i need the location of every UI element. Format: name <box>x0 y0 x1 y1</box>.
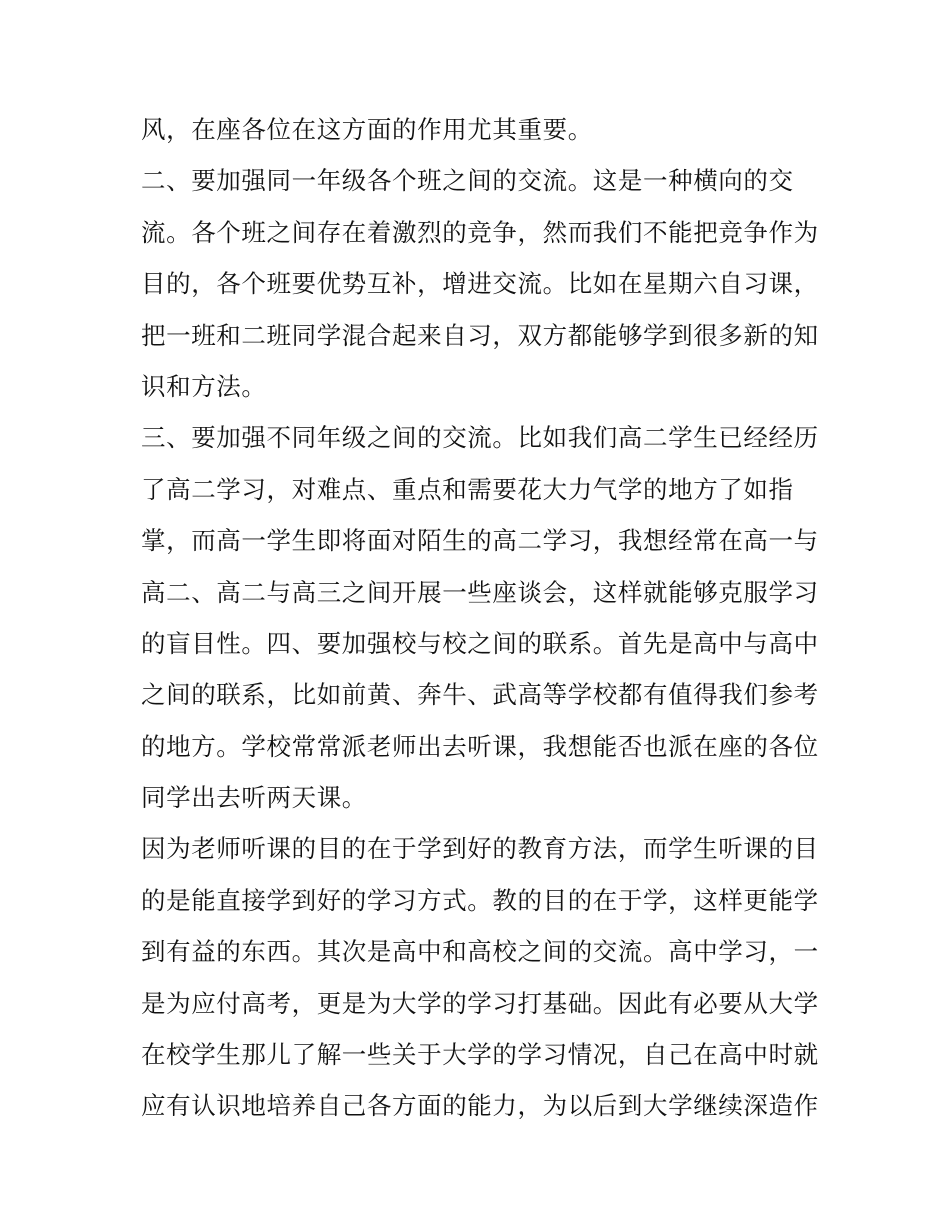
text-line: 因为老师听课的目的在于学到好的教育方法，而学生听课的目 <box>141 834 819 864</box>
text-line: 在校学生那儿了解一些关于大学的学习情况，自己在高中时就 <box>141 1040 819 1070</box>
text-line: 目的，各个班要优势互补，增进交流。比如在星期六自习课， <box>141 269 819 299</box>
text-line: 了高二学习，对难点、重点和需要花大力气学的地方了如指 <box>141 474 794 504</box>
text-line: 二、要加强同一年级各个班之间的交流。这是一种横向的交 <box>141 166 794 196</box>
text-line: 同学出去听两天课。 <box>141 783 367 813</box>
text-line: 的是能直接学到好的学习方式。教的目的在于学，这样更能学 <box>141 885 819 915</box>
text-line: 是为应付高考，更是为大学的学习打基础。因此有必要从大学 <box>141 988 819 1018</box>
text-line: 识和方法。 <box>141 371 267 401</box>
text-line: 三、要加强不同年级之间的交流。比如我们高二学生已经经历 <box>141 423 819 453</box>
text-line: 高二、高二与高三之间开展一些座谈会，这样就能够克服学习 <box>141 577 819 607</box>
text-line: 的地方。学校常常派老师出去听课，我想能否也派在座的各位 <box>141 731 819 761</box>
text-line: 掌，而高一学生即将面对陌生的高二学习，我想经常在高一与 <box>141 526 819 556</box>
text-line: 风，在座各位在这方面的作用尤其重要。 <box>141 115 593 144</box>
text-line: 把一班和二班同学混合起来自习，双方都能够学到很多新的知 <box>141 320 819 350</box>
body-text <box>141 104 821 1132</box>
text-line: 到有益的东西。其次是高中和高校之间的交流。高中学习，一 <box>141 937 819 967</box>
text-line: 的盲目性。四、要加强校与校之间的联系。首先是高中与高中 <box>141 628 819 658</box>
text-line: 之间的联系，比如前黄、奔牛、武高等学校都有值得我们参考 <box>141 680 819 710</box>
text-line: 应有认识地培养自己各方面的能力，为以后到大学继续深造作 <box>141 1091 819 1121</box>
text-line: 流。各个班之间存在着激烈的竞争，然而我们不能把竞争作为 <box>141 217 819 247</box>
